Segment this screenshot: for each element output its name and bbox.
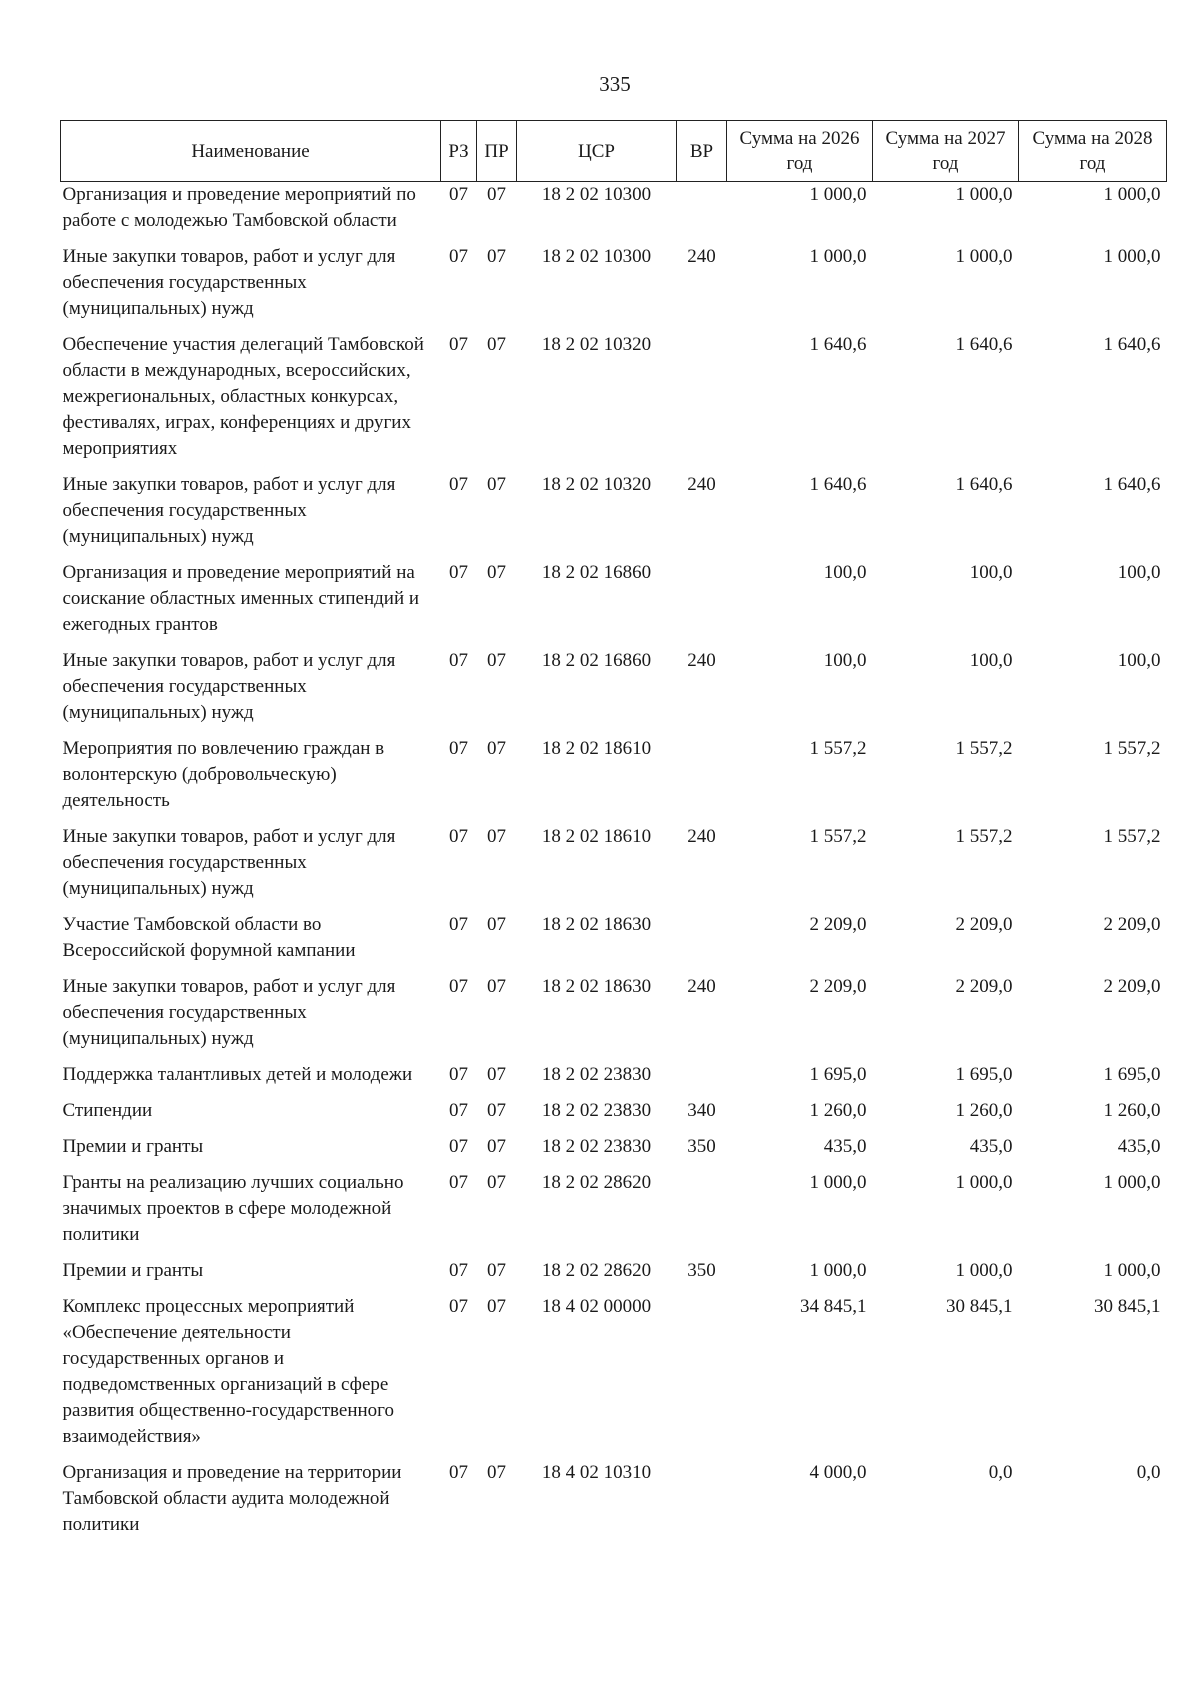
table-body [61, 182, 1167, 1549]
cell-vr [677, 1460, 727, 1548]
table-row [61, 1134, 1167, 1170]
table-row [61, 648, 1167, 736]
cell-pr: 07 [487, 1100, 506, 1121]
cell-pr: 07 [487, 1172, 506, 1193]
table-row [61, 1062, 1167, 1098]
cell-rz: 07 [449, 1462, 468, 1483]
table-row [61, 472, 1167, 560]
cell-name: Стипендии [62, 1100, 153, 1121]
cell-rz: 07 [449, 650, 468, 671]
table-header [61, 121, 1167, 182]
cell-vr [677, 912, 727, 974]
cell-sum-2026: 1 640,6 [809, 474, 867, 495]
header-name: Наименование [61, 121, 441, 182]
table-row [61, 560, 1167, 648]
cell-name: Иные закупки товаров, работ и услуг для обеспечения государственных (муниципальных) нужд [62, 474, 396, 547]
cell-name: Обеспечение участия делегаций Тамбовской области в международных, всероссийских, межрегиональных, областных конкурсах, фестивалях, играх, конференциях и других мероприятиях [62, 334, 424, 459]
cell-sum-2028: 30 845,1 [1094, 1296, 1161, 1317]
cell-name: Гранты на реализацию лучших социально значимых проектов в сфере молодежной политики [62, 1172, 404, 1245]
cell-vr [677, 736, 727, 824]
table-row [61, 912, 1167, 974]
cell-csr: 18 2 02 28620 [541, 1260, 652, 1281]
cell-name: Иные закупки товаров, работ и услуг для обеспечения государственных (муниципальных) нужд [62, 650, 396, 723]
cell-sum-2027: 0,0 [988, 1462, 1013, 1483]
cell-name: Комплекс процессных мероприятий «Обеспечение деятельности государственных органов и подведомственных организаций в сфере развития общественно-государственного взаимодействия» [62, 1296, 394, 1447]
cell-pr: 07 [487, 562, 506, 583]
table-row [61, 974, 1167, 1062]
cell-name: Участие Тамбовской области во Всероссийской форумной кампании [62, 914, 356, 961]
cell-name: Организация и проведение на территории Тамбовской области аудита молодежной политики [62, 1462, 402, 1535]
cell-rz: 07 [449, 1172, 468, 1193]
cell-rz: 07 [449, 826, 468, 847]
header-pr: ПР [477, 121, 517, 182]
cell-sum-2027: 100,0 [969, 562, 1013, 583]
header-vr: ВР [677, 121, 727, 182]
cell-pr: 07 [487, 914, 506, 935]
cell-csr: 18 2 02 10300 [541, 184, 652, 205]
cell-rz: 07 [449, 1136, 468, 1157]
cell-csr: 18 2 02 23830 [541, 1136, 652, 1157]
cell-pr: 07 [487, 246, 506, 267]
cell-sum-2027: 2 209,0 [955, 914, 1013, 935]
cell-sum-2028: 1 000,0 [1103, 184, 1161, 205]
cell-sum-2026: 34 845,1 [800, 1296, 867, 1317]
cell-rz: 07 [449, 1260, 468, 1281]
cell-sum-2026: 100,0 [823, 650, 867, 671]
cell-sum-2026: 1 000,0 [809, 246, 867, 267]
cell-sum-2027: 1 260,0 [955, 1100, 1013, 1121]
cell-sum-2027: 1 000,0 [955, 246, 1013, 267]
cell-csr: 18 2 02 16860 [541, 562, 652, 583]
cell-rz: 07 [449, 1064, 468, 1085]
cell-pr: 07 [487, 976, 506, 997]
cell-sum-2026: 4 000,0 [809, 1462, 867, 1483]
cell-sum-2028: 1 260,0 [1103, 1100, 1161, 1121]
cell-sum-2027: 1 640,6 [955, 474, 1013, 495]
table-row [61, 182, 1167, 245]
cell-pr: 07 [487, 738, 506, 759]
cell-name: Иные закупки товаров, работ и услуг для обеспечения государственных (муниципальных) нужд [62, 976, 396, 1049]
header-sum-2026: Сумма на 2026 год [727, 121, 873, 182]
cell-sum-2026: 2 209,0 [809, 914, 867, 935]
cell-sum-2027: 435,0 [969, 1136, 1013, 1157]
table-row [61, 1460, 1167, 1548]
cell-sum-2027: 1 000,0 [955, 1260, 1013, 1281]
cell-pr: 07 [487, 1296, 506, 1317]
cell-rz: 07 [449, 474, 468, 495]
cell-rz: 07 [449, 976, 468, 997]
cell-pr: 07 [487, 826, 506, 847]
cell-vr: 350 [687, 1136, 716, 1157]
cell-vr: 240 [687, 650, 716, 671]
cell-vr: 340 [687, 1100, 716, 1121]
cell-sum-2027: 2 209,0 [955, 976, 1013, 997]
cell-sum-2028: 1 640,6 [1103, 474, 1161, 495]
cell-sum-2028: 435,0 [1117, 1136, 1161, 1157]
cell-sum-2027: 1 695,0 [955, 1064, 1013, 1085]
cell-pr: 07 [487, 334, 506, 355]
cell-rz: 07 [449, 562, 468, 583]
cell-sum-2027: 30 845,1 [946, 1296, 1013, 1317]
cell-sum-2026: 1 000,0 [809, 184, 867, 205]
cell-rz: 07 [449, 184, 468, 205]
cell-rz: 07 [449, 738, 468, 759]
budget-table [60, 120, 1167, 1548]
cell-sum-2026: 1 260,0 [809, 1100, 867, 1121]
page-number: 335 [599, 72, 631, 96]
cell-vr [677, 560, 727, 648]
cell-sum-2026: 1 640,6 [809, 334, 867, 355]
cell-vr: 240 [687, 246, 716, 267]
cell-sum-2026: 435,0 [823, 1136, 867, 1157]
cell-name: Организация и проведение мероприятий на соискание областных именных стипендий и ежегодных грантов [62, 562, 420, 635]
cell-sum-2028: 1 640,6 [1103, 334, 1161, 355]
table-row [61, 244, 1167, 332]
cell-sum-2027: 1 640,6 [955, 334, 1013, 355]
cell-sum-2028: 1 557,2 [1103, 826, 1161, 847]
cell-sum-2028: 1 000,0 [1103, 246, 1161, 267]
cell-sum-2026: 1 557,2 [809, 738, 867, 759]
cell-pr: 07 [487, 1064, 506, 1085]
cell-csr: 18 2 02 28620 [541, 1172, 652, 1193]
cell-pr: 07 [487, 474, 506, 495]
cell-name: Иные закупки товаров, работ и услуг для обеспечения государственных (муниципальных) нужд [62, 826, 396, 899]
cell-name: Организация и проведение мероприятий по работе с молодежью Тамбовской области [62, 184, 416, 231]
cell-pr: 07 [487, 184, 506, 205]
cell-sum-2028: 100,0 [1117, 562, 1161, 583]
cell-sum-2027: 1 000,0 [955, 184, 1013, 205]
cell-sum-2026: 1 000,0 [809, 1260, 867, 1281]
cell-rz: 07 [449, 1296, 468, 1317]
cell-vr [677, 1294, 727, 1460]
cell-csr: 18 2 02 10320 [541, 474, 652, 495]
cell-sum-2027: 1 557,2 [955, 738, 1013, 759]
cell-name: Иные закупки товаров, работ и услуг для обеспечения государственных (муниципальных) нужд [62, 246, 396, 319]
table-row [61, 1098, 1167, 1134]
cell-sum-2027: 1 557,2 [955, 826, 1013, 847]
cell-vr [677, 1170, 727, 1258]
cell-csr: 18 2 02 23830 [541, 1100, 652, 1121]
cell-csr: 18 2 02 18630 [541, 976, 652, 997]
cell-name: Поддержка талантливых детей и молодежи [62, 1064, 413, 1085]
cell-sum-2026: 2 209,0 [809, 976, 867, 997]
cell-rz: 07 [449, 246, 468, 267]
cell-sum-2026: 1 000,0 [809, 1172, 867, 1193]
cell-csr: 18 2 02 18610 [541, 826, 652, 847]
cell-sum-2026: 100,0 [823, 562, 867, 583]
cell-csr: 18 2 02 18630 [541, 914, 652, 935]
cell-sum-2028: 2 209,0 [1103, 976, 1161, 997]
cell-vr: 240 [687, 976, 716, 997]
cell-name: Премии и гранты [62, 1136, 204, 1157]
header-csr: ЦСР [517, 121, 677, 182]
cell-csr: 18 4 02 10310 [541, 1462, 652, 1483]
cell-csr: 18 2 02 16860 [541, 650, 652, 671]
cell-pr: 07 [487, 1260, 506, 1281]
cell-sum-2028: 0,0 [1136, 1462, 1161, 1483]
cell-sum-2028: 1 000,0 [1103, 1260, 1161, 1281]
cell-name: Премии и гранты [62, 1260, 204, 1281]
table-row [61, 824, 1167, 912]
cell-rz: 07 [449, 334, 468, 355]
cell-sum-2028: 1 557,2 [1103, 738, 1161, 759]
table-row [61, 736, 1167, 824]
cell-sum-2027: 100,0 [969, 650, 1013, 671]
table-row [61, 1170, 1167, 1258]
cell-sum-2027: 1 000,0 [955, 1172, 1013, 1193]
cell-sum-2026: 1 695,0 [809, 1064, 867, 1085]
cell-vr [677, 1062, 727, 1098]
header-rz: РЗ [441, 121, 477, 182]
cell-vr: 240 [687, 474, 716, 495]
cell-sum-2028: 1 695,0 [1103, 1064, 1161, 1085]
header-sum-2027: Сумма на 2027 год [873, 121, 1019, 182]
cell-vr [677, 332, 727, 472]
table-row [61, 1258, 1167, 1294]
cell-rz: 07 [449, 1100, 468, 1121]
table-row [61, 1294, 1167, 1460]
cell-name: Мероприятия по вовлечению граждан в волонтерскую (добровольческую) деятельность [62, 738, 385, 811]
table-row [61, 332, 1167, 472]
cell-pr: 07 [487, 650, 506, 671]
cell-sum-2026: 1 557,2 [809, 826, 867, 847]
cell-csr: 18 2 02 23830 [541, 1064, 652, 1085]
cell-sum-2028: 100,0 [1117, 650, 1161, 671]
cell-csr: 18 4 02 00000 [541, 1296, 652, 1317]
cell-pr: 07 [487, 1136, 506, 1157]
cell-csr: 18 2 02 10300 [541, 246, 652, 267]
cell-sum-2028: 2 209,0 [1103, 914, 1161, 935]
cell-vr [677, 182, 727, 245]
cell-csr: 18 2 02 18610 [541, 738, 652, 759]
cell-vr: 350 [687, 1260, 716, 1281]
cell-pr: 07 [487, 1462, 506, 1483]
cell-rz: 07 [449, 914, 468, 935]
cell-sum-2028: 1 000,0 [1103, 1172, 1161, 1193]
cell-vr: 240 [687, 826, 716, 847]
header-sum-2028: Сумма на 2028 год [1019, 121, 1167, 182]
cell-csr: 18 2 02 10320 [541, 334, 652, 355]
